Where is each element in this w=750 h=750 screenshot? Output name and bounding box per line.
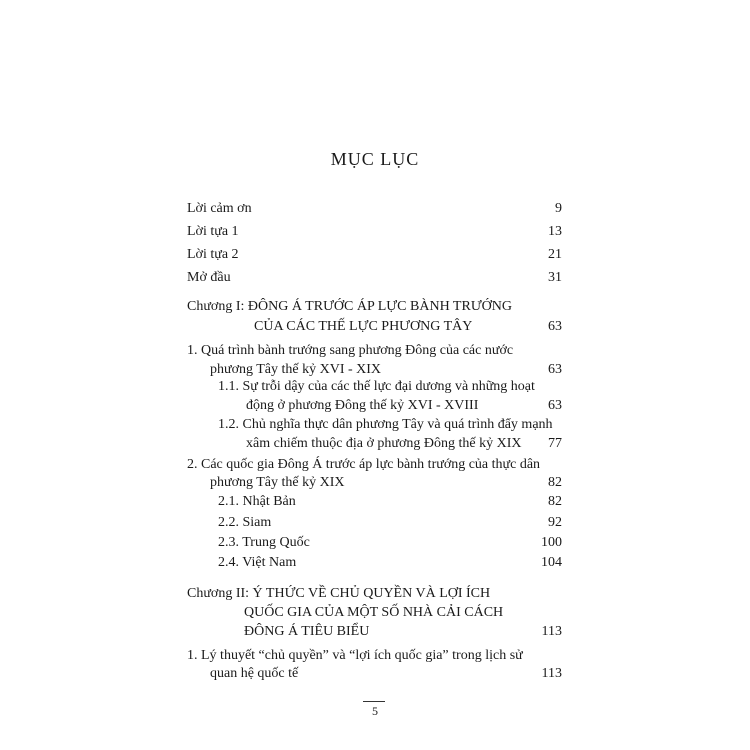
toc-chapter-1-line2: CỦA CÁC THẾ LỰC PHƯƠNG TÂY [254, 319, 473, 334]
toc-chapter-1-line1: Chương I: ĐÔNG Á TRƯỚC ÁP LỰC BÀNH TRƯỚNG [187, 299, 513, 314]
toc-section-2-3: 2.3. Trung Quốc [218, 535, 310, 550]
page-number: 5 [372, 704, 378, 718]
toc-chapter-2-line1: Chương II: Ý THỨC VỀ CHỦ QUYỀN VÀ LỢI ÍCH [187, 586, 491, 601]
toc-section-2-2: 2.2. Siam [218, 515, 272, 530]
toc-page-section-1: 63 [548, 362, 562, 377]
toc-section-2-line2: phương Tây thế kỷ XIX [210, 475, 345, 490]
toc-page-loi-cam-on: 9 [555, 201, 562, 216]
toc-page-section-2: 82 [548, 475, 562, 490]
toc-entry-mo-dau: Mở đầu [187, 270, 231, 285]
toc-section-2-line1: 2. Các quốc gia Đông Á trước áp lực bành trướng của thực dân [187, 457, 541, 472]
toc-page-chapter-1: 63 [548, 319, 562, 334]
toc-entry-loi-tua-1: Lời tựa 1 [187, 224, 239, 239]
toc-page-mo-dau: 31 [548, 270, 562, 285]
toc-chapter-2-section-1-line1: 1. Lý thuyết “chủ quyền” và “lợi ích quốc gia” trong lịch sử [187, 648, 523, 663]
toc-entry-loi-tua-2: Lời tựa 2 [187, 247, 239, 262]
toc-section-1-2-line1: 1.2. Chủ nghĩa thực dân phương Tây và quá trình đẩy mạnh [218, 417, 553, 432]
toc-chapter-2-line2: QUỐC GIA CỦA MỘT SỐ NHÀ CẢI CÁCH [244, 605, 504, 620]
toc-section-1-line2: phương Tây thế kỷ XVI - XIX [210, 362, 382, 377]
page-title: MỤC LỤC [330, 149, 420, 169]
toc-section-1-1-line1: 1.1. Sự trỗi dậy của các thế lực đại dương và những hoạt [218, 379, 535, 394]
toc-section-2-4: 2.4. Việt Nam [218, 555, 297, 570]
toc-section-1-1-line2: động ở phương Đông thế kỷ XVI - XVIII [246, 398, 479, 413]
toc-page-section-2-1: 82 [548, 494, 562, 509]
toc-page-section-2-4: 104 [541, 555, 562, 570]
toc-page-loi-tua-2: 21 [548, 247, 562, 262]
toc-section-2-1: 2.1. Nhật Bản [218, 494, 296, 509]
toc-page-chapter-2-section-1: 113 [541, 666, 562, 681]
toc-page-loi-tua-1: 13 [548, 224, 562, 239]
toc-page-section-2-3: 100 [541, 535, 562, 550]
toc-page-chapter-2: 113 [541, 624, 562, 639]
page-number-rule [363, 701, 385, 702]
toc-section-1-2-line2: xâm chiếm thuộc địa ở phương Đông thế kỷ XIX [246, 436, 522, 451]
toc-chapter-2-section-1-line2: quan hệ quốc tế [210, 666, 299, 681]
toc-page-section-1-1: 63 [548, 398, 562, 413]
toc-page-section-1-2: 77 [548, 436, 562, 451]
toc-entry-loi-cam-on: Lời cảm ơn [187, 201, 252, 216]
toc-section-1-line1: 1. Quá trình bành trướng sang phương Đông của các nước [187, 343, 514, 358]
toc-page-section-2-2: 92 [548, 515, 562, 530]
toc-chapter-2-line3: ĐÔNG Á TIÊU BIỂU [244, 624, 370, 639]
